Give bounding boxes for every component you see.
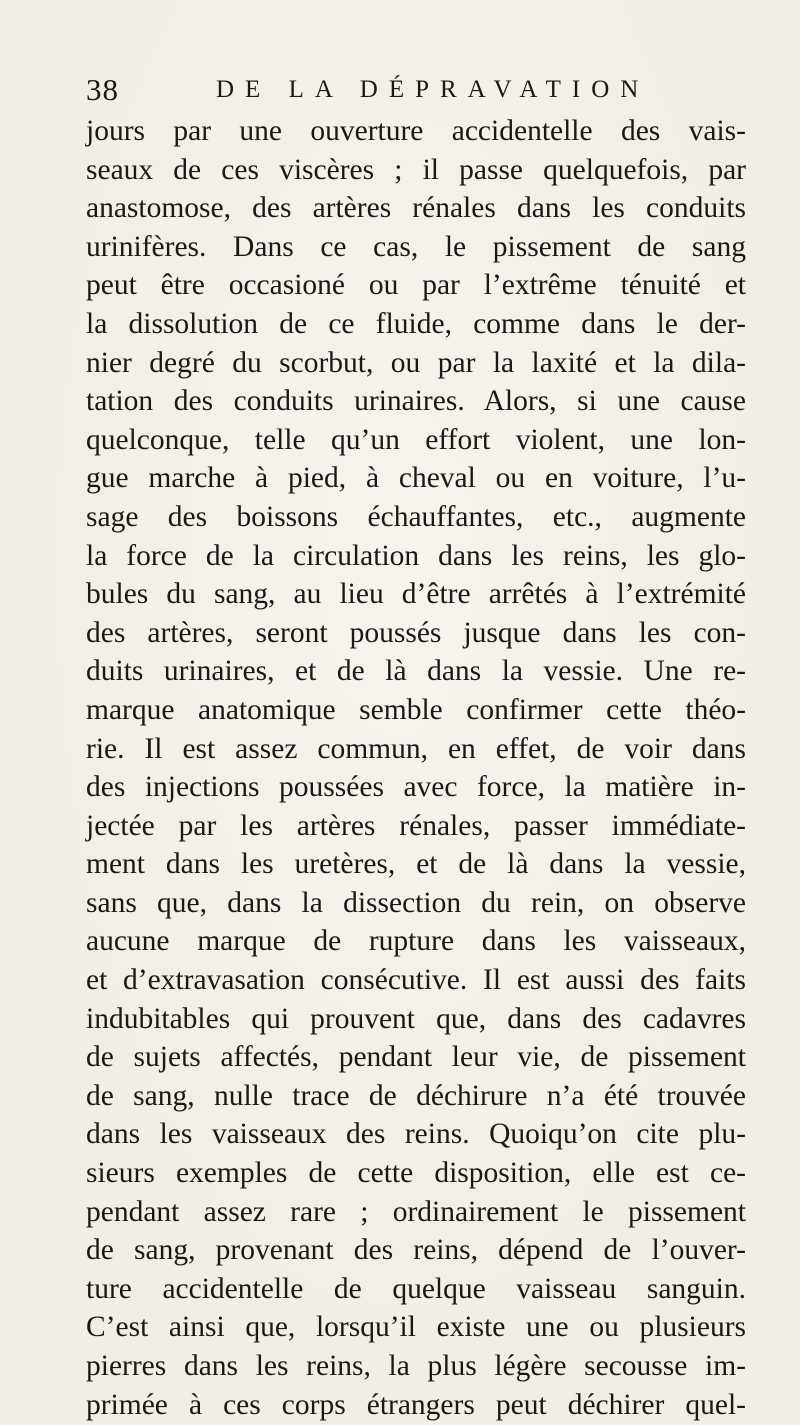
page-header [86,70,746,110]
text-line: sans que, dans la dissection du rein, on observe [86,886,746,919]
text-line: des injections poussées avec force, la matière in- [86,771,746,804]
text-line: pendant assez rare ; ordinairement le pissement [86,1195,746,1228]
body-text [86,112,746,1424]
text-line: primée à ces corps étrangers peut déchirer quel- [86,1388,746,1421]
text-line: de sujets affectés, pendant leur vie, de pissement [86,1041,746,1074]
text-line: de sang, provenant des reins, dépend de l’ouver- [86,1234,746,1267]
text-line: pierres dans les reins, la plus légère secousse im- [86,1350,746,1382]
text-line: jours par une ouverture accidentelle des vais- [86,115,746,147]
text-line: rie. Il est assez commun, en effet, de voir dans [86,732,746,765]
text-line: la dissolution de ce fluide, comme dans le der- [86,307,746,340]
text-line: jectée par les artères rénales, passer immédiate- [86,809,746,842]
text-line: seaux de ces viscères ; il passe quelquefois, par [86,153,746,186]
text-line: indubitables qui prouvent que, dans des cadavres [86,1002,746,1035]
text-line: anastomose, des artères rénales dans les conduits [86,192,746,225]
text-line: urinifères. Dans ce cas, le pissement de sang [86,230,746,263]
text-line: aucune marque de rupture dans les vaisseaux, [86,925,746,958]
text-line: bules du sang, au lieu d’être arrêtés à l’extrémité [86,578,746,611]
text-line: ment dans les uretères, et de là dans la vessie, [86,848,746,881]
running-head: DE LA DÉPRAVATION [216,76,650,103]
text-line: la force de la circulation dans les reins, les glo- [86,539,746,572]
text-line: quelconque, telle qu’un effort violent, une lon- [86,423,746,456]
text-line: ture accidentelle de quelque vaisseau sanguin. [86,1272,746,1305]
text-line: gue marche à pied, à cheval ou en voiture, l’u- [86,462,746,495]
text-line: marque anatomique semble confirmer cette théo- [86,693,746,726]
text-line: dans les vaisseaux des reins. Quoiqu’on cite plu- [86,1118,746,1151]
text-line: sage des boissons échauffantes, etc., augmente [86,500,746,533]
text-line: peut être occasioné ou par l’extrême ténuité et [86,269,746,302]
text-line: de sang, nulle trace de déchirure n’a été trouvée [86,1079,746,1112]
text-line: tation des conduits urinaires. Alors, si une cause [86,385,746,418]
text-line: nier degré du scorbut, ou par la laxité et la dila- [86,346,746,379]
text-line: duits urinaires, et de là dans la vessie. Une re- [86,655,746,688]
text-line: des artères, seront poussés jusque dans les con- [86,616,746,649]
text-line: sieurs exemples de cette disposition, elle est ce- [86,1157,746,1190]
text-line: et d’extravasation consécutive. Il est aussi des faits [86,964,746,997]
text-line: C’est ainsi que, lorsqu’il existe une ou plusieurs [86,1311,746,1344]
page-number: 38 [86,72,119,107]
